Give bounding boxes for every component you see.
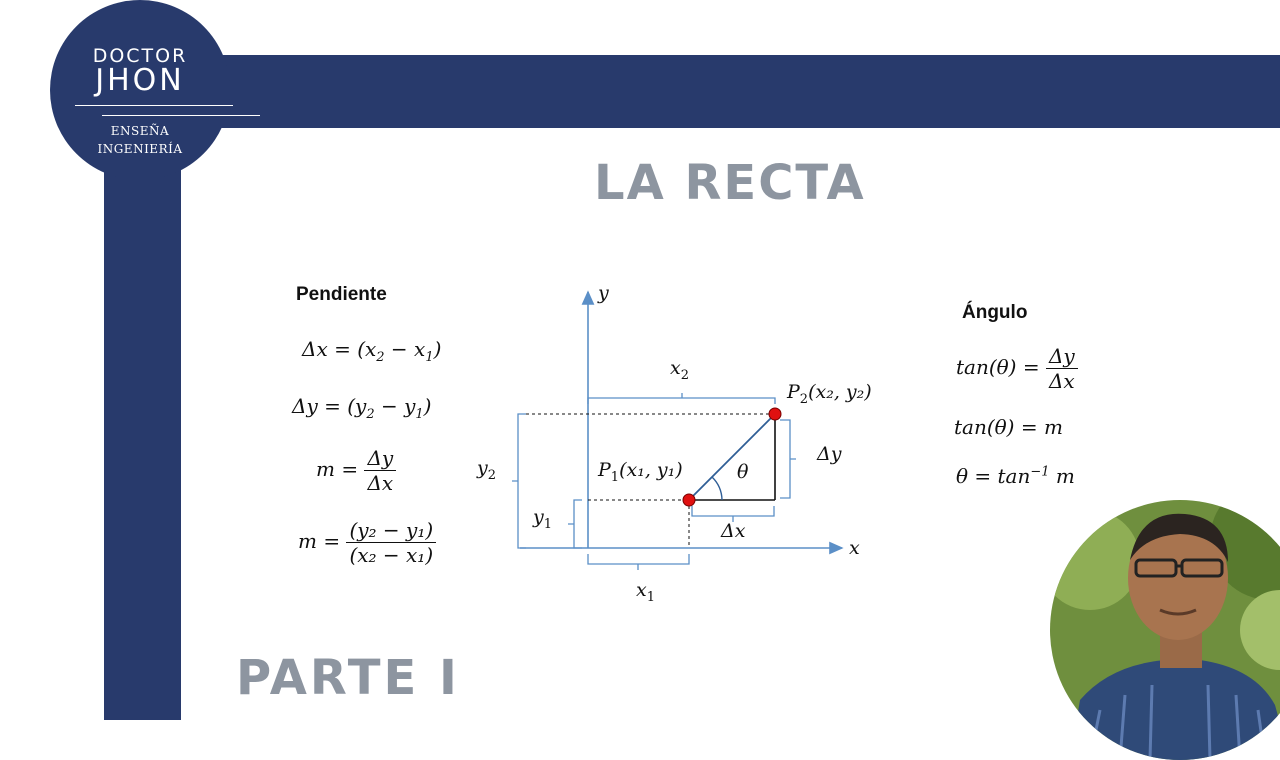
x1-label xyxy=(636,579,655,605)
theta-arc xyxy=(712,477,722,500)
eq-dx-end: ) xyxy=(433,337,442,361)
eq-arctan-rhs: m xyxy=(1049,464,1075,488)
theta-label: θ xyxy=(737,461,749,483)
logo-divider xyxy=(75,105,233,106)
eq-tan-num: Δy xyxy=(1046,344,1078,369)
x2-brace xyxy=(588,393,775,404)
y2-label xyxy=(476,457,496,483)
eq-dy-lhs: Δy = (y xyxy=(292,394,367,418)
x1-label-main: x xyxy=(636,579,647,601)
eq-tan-fraction xyxy=(1046,344,1078,393)
dx-label: Δx xyxy=(721,520,746,542)
eq-mfull-den: (x₂ − x₁) xyxy=(349,543,434,567)
x2-label xyxy=(670,357,689,383)
eq-dx-sub-a: 2 xyxy=(376,350,385,365)
slope-header: Pendiente xyxy=(296,284,387,305)
line-diagram xyxy=(460,270,880,610)
x-axis-label: x xyxy=(849,537,860,559)
point-p2 xyxy=(769,408,781,420)
y2-brace xyxy=(512,414,526,548)
logo-line-jhon: JHON xyxy=(95,63,185,98)
eq-m-num: Δy xyxy=(364,446,396,471)
slope-eq-dx xyxy=(302,337,441,365)
x1-brace xyxy=(588,554,689,570)
eq-m-fraction xyxy=(364,446,396,495)
logo-divider-2 xyxy=(102,115,260,116)
angle-eq-tan-m xyxy=(954,415,1063,439)
point-p1 xyxy=(683,494,695,506)
logo-line-doctor: DOCTOR xyxy=(92,45,188,67)
p2-coords: (x₂, y₂) xyxy=(808,381,872,403)
y-axis-label: y xyxy=(598,282,609,304)
p2-label xyxy=(786,381,872,407)
p1-coords: (x₁, y₁) xyxy=(619,459,683,481)
p2-sub: 2 xyxy=(799,392,809,407)
angle-eq-arctan xyxy=(956,464,1075,488)
x2-label-sub: 2 xyxy=(680,368,689,383)
x1-label-sub: 1 xyxy=(646,590,655,605)
logo xyxy=(50,0,230,180)
eq-dx-lhs: Δx = (x xyxy=(302,337,377,361)
y2-label-main: y xyxy=(477,457,488,479)
eq-mfull-num: (y₂ − y₁) xyxy=(346,518,436,543)
eq-tan-lhs: tan(θ) = xyxy=(956,355,1046,379)
eq-dy-end: ) xyxy=(423,394,432,418)
part-label: PARTE I xyxy=(236,650,460,706)
p1-sub: 1 xyxy=(610,470,620,485)
presenter-photo xyxy=(1050,500,1280,760)
angle-header: Ángulo xyxy=(962,302,1028,323)
eq-dy-mid: − y xyxy=(374,394,416,418)
logo-line-ingenieria: INGENIERÍA xyxy=(97,142,183,156)
eq-tanm: tan(θ) = m xyxy=(954,415,1063,439)
y2-label-sub: 2 xyxy=(487,468,497,483)
x2-label-main: x xyxy=(670,357,681,379)
eq-m-den: Δx xyxy=(367,471,394,495)
y1-label-main: y xyxy=(533,506,544,528)
eq-mfull-fraction xyxy=(346,518,436,567)
y1-label xyxy=(532,506,552,532)
p2-letter: P xyxy=(787,381,800,403)
y1-label-sub: 1 xyxy=(543,517,553,532)
p1-label xyxy=(597,459,683,485)
eq-dx-mid: − x xyxy=(384,337,426,361)
eq-dy-sub-b: 1 xyxy=(415,407,424,422)
presenter-portrait xyxy=(1050,500,1280,760)
slope-eq-dy xyxy=(292,394,431,422)
eq-arctan-sup: −1 xyxy=(1030,464,1050,480)
eq-m-lhs: m = xyxy=(316,457,365,481)
dy-label: Δy xyxy=(817,443,842,465)
eq-mfull-lhs: m = xyxy=(298,529,347,553)
angle-eq-tan-frac xyxy=(956,344,1078,393)
slope-eq-m xyxy=(316,446,396,495)
slope-eq-m-full xyxy=(298,518,436,567)
eq-dy-sub-a: 2 xyxy=(366,407,375,422)
y1-brace xyxy=(568,500,582,548)
p1-letter: P xyxy=(598,459,611,481)
logo-line-ensena: ENSEÑA xyxy=(110,124,170,138)
eq-tan-den: Δx xyxy=(1048,369,1075,393)
dy-brace xyxy=(780,420,796,498)
eq-arctan-lhs: θ = tan xyxy=(956,464,1031,488)
page-title: LA RECTA xyxy=(594,155,866,211)
header-band xyxy=(150,55,1280,128)
eq-dx-sub-b: 1 xyxy=(425,350,434,365)
hypotenuse xyxy=(689,414,775,500)
side-band xyxy=(104,100,181,720)
